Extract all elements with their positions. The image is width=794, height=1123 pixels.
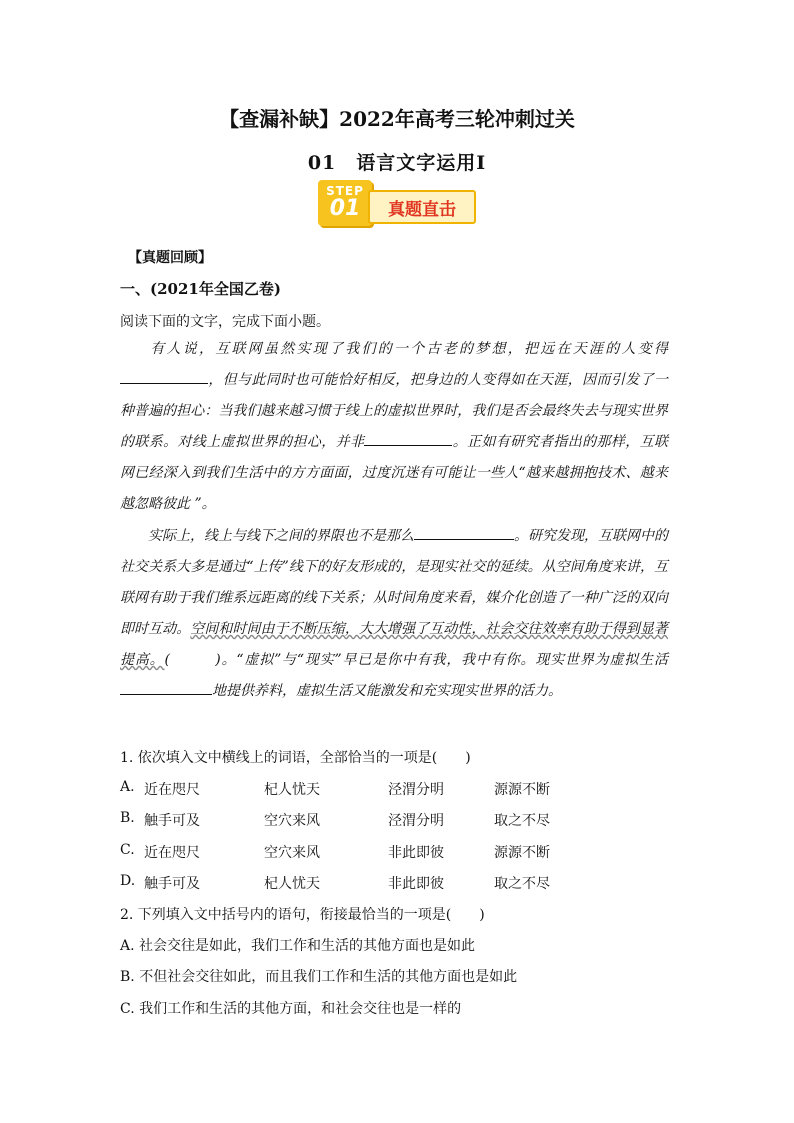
q2-option-b: B. 不但社会交往如此，而且我们工作和生活的其他方面也是如此 xyxy=(120,969,518,985)
option-word-2: 杞人忧天 xyxy=(264,876,320,892)
option-word-3: 非此即彼 xyxy=(388,876,444,892)
q1-option-a xyxy=(120,779,680,799)
blank-2 xyxy=(364,431,452,446)
step-word: STEP xyxy=(326,184,364,198)
option-word-1: 触手可及 xyxy=(144,813,200,829)
option-word-1: 近在咫尺 xyxy=(144,845,200,861)
option-letter: B. xyxy=(120,810,135,826)
step-box xyxy=(318,180,372,226)
passage-paragraph-2 xyxy=(120,521,668,707)
step-label: 真题直击 xyxy=(388,200,456,220)
section-heading: 【真题回顾】 xyxy=(128,250,212,266)
p2-text-c: ( )。“虚拟”与“现实”早已是你中有我，我中有你。现实世界为虚拟生活 xyxy=(164,652,668,668)
option-word-4: 源源不断 xyxy=(494,782,550,798)
step-banner xyxy=(368,190,476,224)
option-word-4: 取之不尽 xyxy=(494,813,550,829)
document-title: 【查漏补缺】2022年高考三轮冲刺过关 xyxy=(219,107,575,131)
option-word-2: 杞人忧天 xyxy=(264,782,320,798)
option-word-3: 泾渭分明 xyxy=(388,782,444,798)
blank-1 xyxy=(120,369,208,384)
option-word-4: 取之不尽 xyxy=(494,876,550,892)
option-word-3: 泾渭分明 xyxy=(388,813,444,829)
q1-option-b xyxy=(120,810,680,830)
p2-text-b: 。研究发现，互联网中的社交关系大多是通过“上传”线下的好友形成的，是现实社交的延续。从空间角度来讲，互联网有助于我们维系远距离的线下关系；从时间角度来看，媒介化创造了一种广泛的双向即时互动。 xyxy=(120,528,668,637)
p1-text-c: 。正如有研究者指出的那样，互联网已经深入到我们生活中的方方面面，过度沉迷有可能让一些人“越来越拥抱技术、越来越忽略彼此 ”。 xyxy=(120,434,668,512)
question-1-stem: 1. 依次填入文中横线上的词语，全部恰当的一项是( ) xyxy=(120,750,471,766)
q2-option-c: C. 我们工作和生活的其他方面，和社会交往也是一样的 xyxy=(120,1001,462,1017)
option-word-2: 空穴来风 xyxy=(264,845,320,861)
p1-text-b: ，但与此同时也可能恰好相反，把身边的人变得如在天涯，因而引发了一种普遍的担心：当我们越来越习惯于线上的虚拟世界时，我们是否会最终失去与现实世界的联系。对线上虚拟世界的担心，并非 xyxy=(120,372,668,450)
option-word-1: 近在咫尺 xyxy=(144,782,200,798)
wavy-underlined-sentence: 空间和时间由于不断压缩，大大增强了互动性，社会交往效率有助于得到显著提高。 xyxy=(120,621,669,668)
blank-3 xyxy=(414,525,514,540)
passage-paragraph-1 xyxy=(120,334,668,520)
option-letter: C. xyxy=(120,842,135,858)
step-number: 01 xyxy=(329,196,361,221)
q1-option-d xyxy=(120,873,680,893)
option-word-3: 非此即彼 xyxy=(388,845,444,861)
question-2-stem: 2. 下列填入文中括号内的语句，衔接最恰当的一项是( ) xyxy=(120,907,485,923)
p2-text-d: 地提供养料，虚拟生活又能激发和充实现实世界的活力。 xyxy=(212,683,562,699)
option-letter: D. xyxy=(120,873,136,889)
option-letter: A. xyxy=(120,779,135,795)
p2-text-a: 实际上，线上与线下之间的界限也不是那么 xyxy=(148,528,414,544)
option-word-2: 空穴来风 xyxy=(264,813,320,829)
document-subtitle: 01 语言文字运用Ⅰ xyxy=(307,152,487,174)
q2-option-a: A. 社会交往是如此，我们工作和生活的其他方面也是如此 xyxy=(120,938,476,954)
q1-option-c xyxy=(120,842,680,862)
step-badge xyxy=(318,180,478,230)
instruction-text: 阅读下面的文字，完成下面小题。 xyxy=(120,314,330,330)
option-word-4: 源源不断 xyxy=(494,845,550,861)
option-word-1: 触手可及 xyxy=(144,876,200,892)
question-group-heading: 一、(2021年全国乙卷) xyxy=(120,280,281,298)
p1-text-a: 有人说，互联网虽然实现了我们的一个古老的梦想，把远在天涯的人变得 xyxy=(148,341,668,357)
blank-4 xyxy=(120,680,212,695)
